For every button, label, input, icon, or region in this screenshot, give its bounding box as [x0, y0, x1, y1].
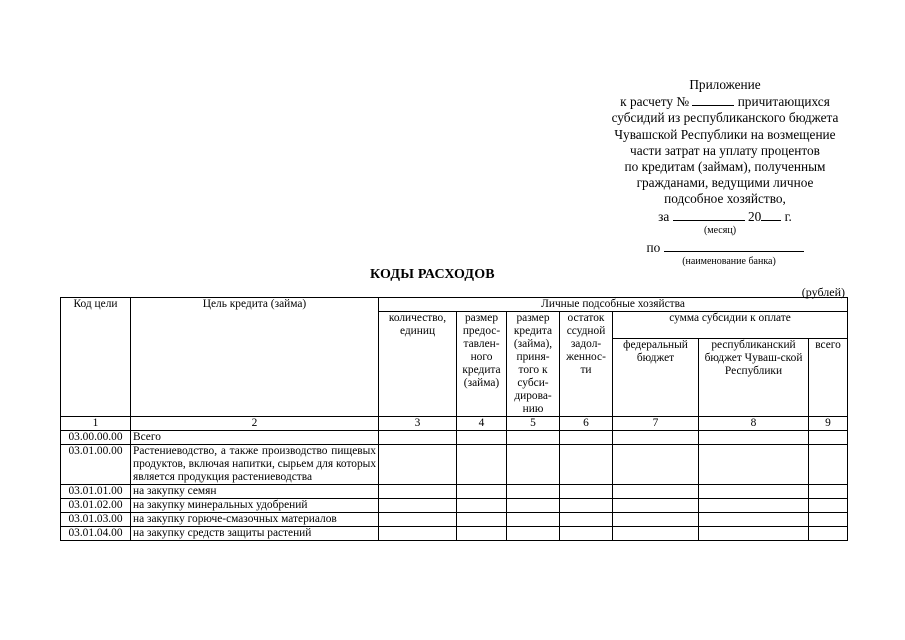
table-row	[61, 499, 848, 513]
bank-caption: (наименование банка)	[682, 256, 776, 268]
row-code: 03.01.01.00	[61, 485, 131, 499]
cell-quantity[interactable]	[379, 485, 457, 499]
cell-federal[interactable]	[613, 527, 699, 541]
header-personal-farms: Личные подсобные хозяйства	[379, 298, 848, 312]
row-goal: на закупку минеральных удобрений	[131, 499, 379, 513]
cell-republic[interactable]	[699, 445, 809, 485]
cell-loan-size[interactable]	[457, 499, 507, 513]
table-row	[61, 431, 848, 445]
row-goal: Всего	[131, 431, 379, 445]
cell-quantity[interactable]	[379, 513, 457, 527]
bank-field[interactable]	[664, 239, 804, 252]
row-code: 03.01.04.00	[61, 527, 131, 541]
cell-total[interactable]	[809, 527, 848, 541]
column-number: 9	[809, 417, 848, 431]
appendix-title: Приложение	[689, 77, 761, 92]
header-republic: республиканский бюджет Чуваш-ской Республики	[699, 339, 809, 417]
row-goal: на закупку семян	[131, 485, 379, 499]
cell-republic[interactable]	[699, 527, 809, 541]
column-number: 1	[61, 417, 131, 431]
column-number: 5	[507, 417, 560, 431]
cell-accepted-size[interactable]	[507, 445, 560, 485]
cell-balance[interactable]	[560, 431, 613, 445]
column-number: 6	[560, 417, 613, 431]
row-code: 03.01.02.00	[61, 499, 131, 513]
cell-republic[interactable]	[699, 513, 809, 527]
appendix-line-6: гражданами, ведущими личное	[636, 175, 814, 191]
row-goal: на закупку горюче-смазочных материалов	[131, 513, 379, 527]
cell-balance[interactable]	[560, 445, 613, 485]
cell-total[interactable]	[809, 485, 848, 499]
cell-quantity[interactable]	[379, 499, 457, 513]
cell-accepted-size[interactable]	[507, 485, 560, 499]
header-total: всего	[809, 339, 848, 417]
cell-loan-size[interactable]	[457, 485, 507, 499]
table-row	[61, 485, 848, 499]
header-quantity: количество, единиц	[379, 312, 457, 417]
table-row	[61, 527, 848, 541]
cell-federal[interactable]	[613, 431, 699, 445]
cell-quantity[interactable]	[379, 445, 457, 485]
cell-accepted-size[interactable]	[507, 513, 560, 527]
period-line: за 20 г.	[658, 208, 792, 224]
cell-federal[interactable]	[613, 499, 699, 513]
cell-total[interactable]	[809, 499, 848, 513]
appendix-line-4: части затрат на уплату процентов	[630, 142, 820, 158]
cell-republic[interactable]	[699, 431, 809, 445]
bank-line: по	[590, 239, 860, 256]
cell-loan-size[interactable]	[457, 431, 507, 445]
cell-federal[interactable]	[613, 513, 699, 527]
cell-republic[interactable]	[699, 499, 809, 513]
cell-quantity[interactable]	[379, 431, 457, 445]
cell-total[interactable]	[809, 513, 848, 527]
column-number: 4	[457, 417, 507, 431]
table-row	[61, 445, 848, 485]
row-goal: на закупку средств защиты растений	[131, 527, 379, 541]
column-number: 3	[379, 417, 457, 431]
column-number-row	[61, 417, 848, 431]
header-goal: Цель кредита (займа)	[131, 298, 379, 417]
appendix-line-3: Чувашской Республики на возмещение	[614, 126, 836, 142]
cell-total[interactable]	[809, 445, 848, 485]
appendix-line-2: субсидий из республиканского бюджета	[611, 110, 839, 126]
header-loan-size: размер предос-тавлен-ного кредита (займа)	[457, 312, 507, 417]
column-number: 8	[699, 417, 809, 431]
cell-loan-size[interactable]	[457, 445, 507, 485]
cell-balance[interactable]	[560, 527, 613, 541]
appendix-line-5: по кредитам (займам), полученным	[624, 159, 826, 175]
header-code: Код цели	[61, 298, 131, 417]
cell-loan-size[interactable]	[457, 513, 507, 527]
table-row	[61, 513, 848, 527]
units-label: (рублей)	[801, 285, 845, 299]
cell-total[interactable]	[809, 431, 848, 445]
cell-federal[interactable]	[613, 445, 699, 485]
cell-accepted-size[interactable]	[507, 499, 560, 513]
cell-accepted-size[interactable]	[507, 527, 560, 541]
cell-balance[interactable]	[560, 499, 613, 513]
header-accepted-size: размер кредита (займа), приня-того к субси-дирова-нию	[507, 312, 560, 417]
header-balance: остаток ссудной задол-женнос-ти	[560, 312, 613, 417]
column-number: 7	[613, 417, 699, 431]
expense-codes-table	[60, 297, 848, 541]
month-field[interactable]	[673, 208, 745, 221]
row-code: 03.01.03.00	[61, 513, 131, 527]
cell-accepted-size[interactable]	[507, 431, 560, 445]
year-field[interactable]	[761, 208, 781, 221]
cell-balance[interactable]	[560, 485, 613, 499]
row-goal: Растениеводство, а также производство пищевых продуктов, включая напитки, сырьем для которых является продукция растениеводства	[131, 445, 379, 485]
header-subsidy: сумма субсидии к оплате	[613, 312, 848, 339]
month-caption: (месяц)	[703, 224, 737, 236]
cell-quantity[interactable]	[379, 527, 457, 541]
calculation-number-field[interactable]	[692, 93, 734, 106]
appendix-block	[590, 77, 860, 267]
cell-republic[interactable]	[699, 485, 809, 499]
page-title: КОДЫ РАСХОДОВ	[370, 267, 495, 282]
column-number: 2	[131, 417, 379, 431]
row-code: 03.00.00.00	[61, 431, 131, 445]
cell-loan-size[interactable]	[457, 527, 507, 541]
cell-balance[interactable]	[560, 513, 613, 527]
row-code: 03.01.00.00	[61, 445, 131, 485]
appendix-line-calculation: к расчету № причитающихся	[620, 94, 830, 110]
cell-federal[interactable]	[613, 485, 699, 499]
header-federal: федеральный бюджет	[613, 339, 699, 417]
appendix-line-7: подсобное хозяйство,	[664, 191, 786, 207]
